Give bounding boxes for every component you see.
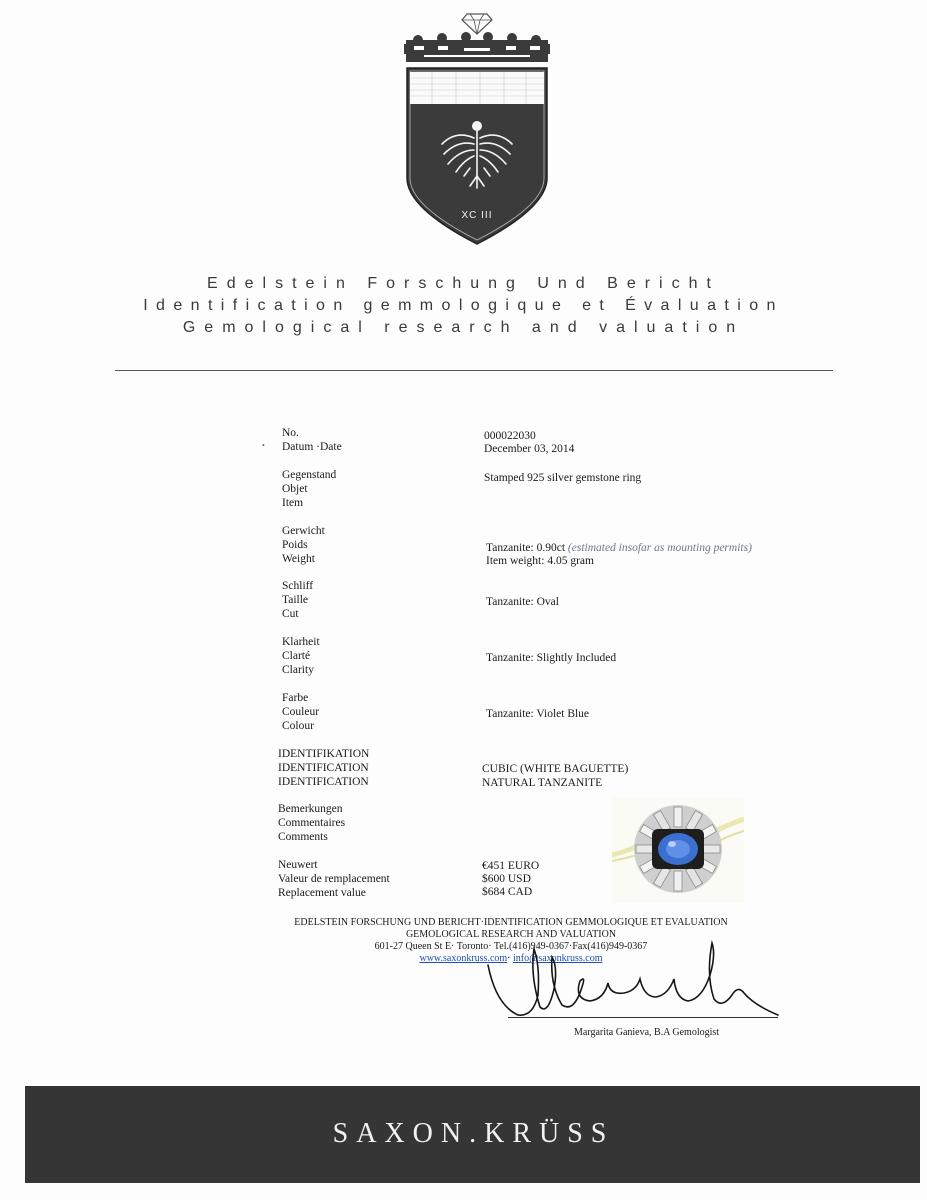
- cut-label-fr: Taille: [282, 594, 309, 606]
- item-label-en: Item: [282, 497, 304, 509]
- replacement-label-en: Replacement value: [278, 887, 366, 899]
- replacement-euro: €451 EURO: [482, 860, 540, 872]
- identification-value-1: CUBIC (WHITE BAGUETTE): [482, 763, 629, 775]
- brand-wordmark: SAXON.KRÜSS: [332, 1118, 615, 1149]
- website-link[interactable]: www.saxonkruss.com: [419, 953, 508, 964]
- heading-english: Gemological research and valuation: [182, 319, 745, 336]
- signer-name: Margarita Ganieva, B.A Gemologist: [574, 1027, 720, 1038]
- diamond-icon: [462, 14, 492, 34]
- item-value: Stamped 925 silver gemstone ring: [484, 472, 642, 484]
- replacement-label-fr: Valeur de remplacement: [278, 873, 390, 885]
- clarity-label-de: Klarheit: [282, 636, 320, 648]
- crest-emblem: [404, 8, 550, 246]
- date-label: Datum ·Date: [282, 441, 342, 453]
- comments-label-fr: Commentaires: [278, 817, 346, 829]
- date-value: December 03, 2014: [484, 443, 575, 455]
- heading-french: Identification gemmologique et Évaluation: [143, 297, 784, 314]
- heading-german: Edelstein Forschung Und Bericht: [207, 275, 720, 292]
- colour-label-de: Farbe: [282, 692, 309, 704]
- footer-line-2: GEMOLOGICAL RESEARCH AND VALUATION: [405, 929, 617, 940]
- bullet-mark: •: [262, 441, 265, 450]
- colour-value: Tanzanite: Violet Blue: [486, 708, 590, 720]
- weight-note: (estimated insofar as mounting permits): [567, 542, 752, 554]
- footer-address: 601-27 Queen St E· Toronto· Tel.(416)949-0367·Fax(416)949-0367: [374, 941, 648, 952]
- cut-label-en: Cut: [282, 608, 299, 620]
- comments-label-en: Comments: [278, 831, 328, 843]
- replacement-usd: $600 USD: [482, 873, 531, 885]
- colour-label-fr: Couleur: [282, 706, 320, 718]
- identification-label-fr: IDENTIFICATION: [278, 762, 369, 774]
- weight-carat: Tanzanite: 0.90ct: [486, 542, 566, 554]
- link-separator: ·: [507, 953, 514, 964]
- cut-label-de: Schliff: [282, 580, 314, 592]
- identification-label-de: IDENTIFIKATION: [278, 748, 370, 760]
- identification-label-en: IDENTIFICATION: [278, 776, 369, 788]
- clarity-label-en: Clarity: [282, 664, 314, 676]
- replacement-label-de: Neuwert: [278, 859, 318, 871]
- identification-value-2: NATURAL TANZANITE: [482, 777, 603, 789]
- divider: [115, 370, 833, 371]
- item-label-fr: Objet: [282, 483, 308, 495]
- weight-label-de: Gerwicht: [282, 525, 325, 537]
- crest-motto: XC III: [461, 210, 493, 221]
- ring-photo: [612, 797, 744, 903]
- comments-label-de: Bemerkungen: [278, 803, 343, 815]
- signature-mark: [478, 935, 788, 1035]
- item-weight-value: Item weight: 4.05 gram: [486, 555, 594, 567]
- footer-line-1: EDELSTEIN FORSCHUNG UND BERICHT·IDENTIFICATION GEMMOLOGIQUE ET EVALUATION: [294, 917, 728, 928]
- crown-ornament: [404, 32, 550, 62]
- clarity-label-fr: Clarté: [282, 650, 311, 662]
- ring-image: [612, 797, 744, 903]
- number-value: 000022030: [484, 430, 536, 442]
- weight-label-en: Weight: [282, 553, 315, 565]
- cut-value: Tanzanite: Oval: [486, 596, 559, 608]
- weight-label-fr: Poids: [282, 539, 308, 551]
- clarity-value: Tanzanite: Slightly Included: [486, 652, 617, 664]
- number-label: No.: [282, 427, 299, 439]
- replacement-cad: $684 CAD: [482, 886, 533, 898]
- colour-label-en: Colour: [282, 720, 314, 732]
- item-label-de: Gegenstand: [282, 469, 337, 481]
- weight-value: [486, 542, 752, 555]
- email-link[interactable]: info@saxonkruss.com: [513, 953, 603, 964]
- signature-line: [508, 1017, 778, 1018]
